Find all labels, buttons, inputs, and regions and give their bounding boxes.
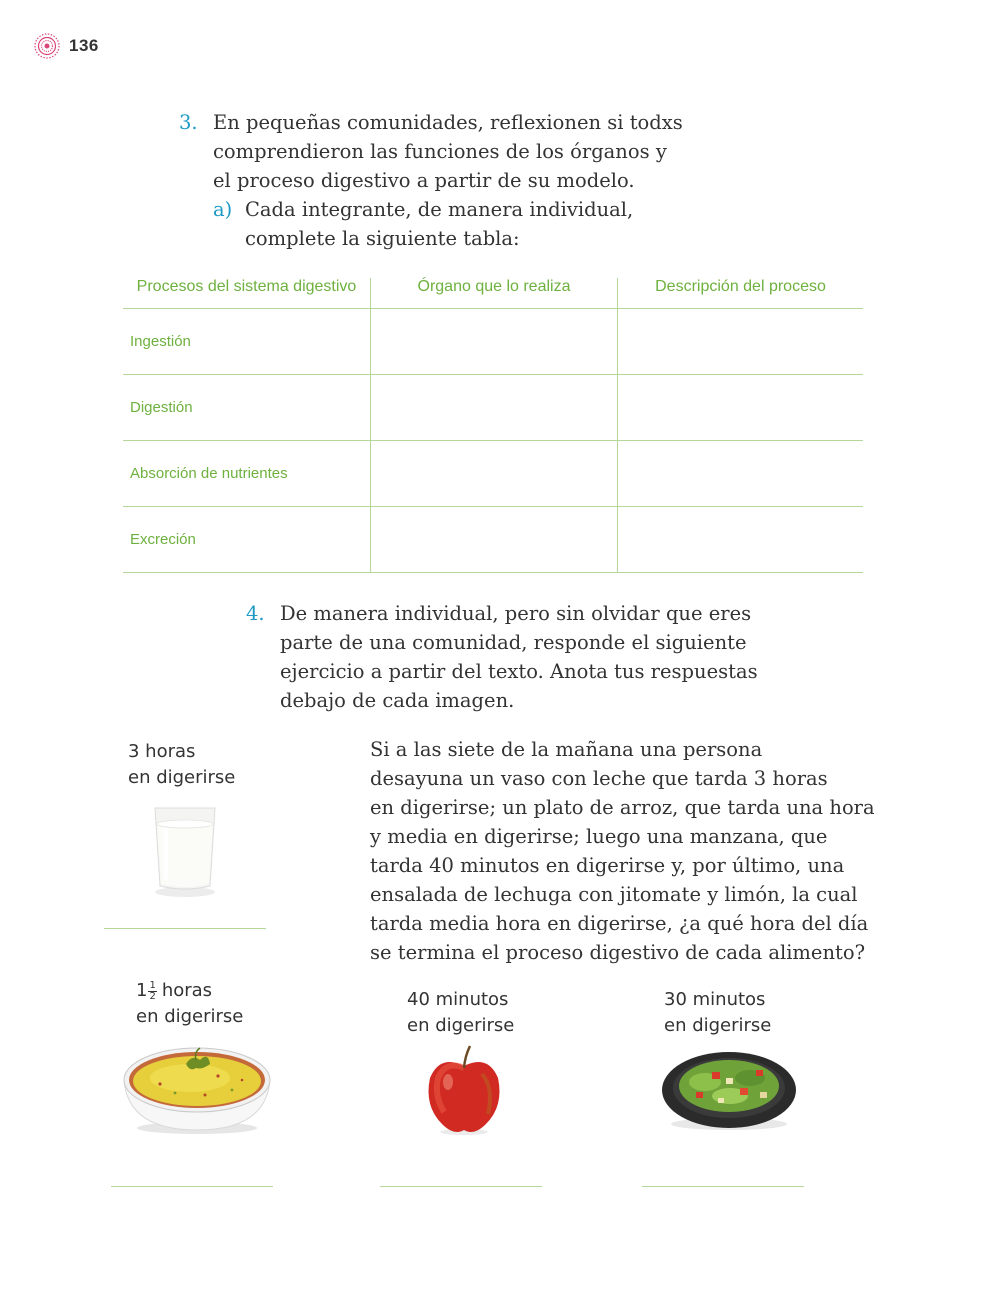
table-row	[123, 441, 863, 507]
apple-caption: en digerirse	[407, 1015, 515, 1036]
rice-answer-line[interactable]	[111, 1186, 273, 1187]
salad-answer-line[interactable]	[642, 1186, 804, 1187]
table-header-process: Procesos del sistema digestivo	[123, 278, 371, 309]
table-row-label: Excreción	[123, 507, 371, 573]
problem-line: se termina el proceso digestivo de cada alimento?	[370, 941, 866, 964]
table-row-label: Absorción de nutrientes	[123, 441, 371, 507]
milk-label	[128, 739, 235, 791]
description-answer-cell[interactable]	[618, 441, 864, 507]
table-row	[123, 309, 863, 375]
description-answer-cell[interactable]	[618, 375, 864, 441]
table-header-row	[123, 278, 863, 309]
rice-bowl-image	[120, 1038, 274, 1136]
salad-plate-image	[660, 1048, 798, 1132]
organ-answer-cell[interactable]	[371, 441, 618, 507]
question-3	[179, 108, 683, 253]
milk-time: 3 horas	[128, 741, 196, 762]
organ-answer-cell[interactable]	[371, 375, 618, 441]
question-text-line: ejercicio a partir del texto. Anota tus respuestas	[280, 660, 758, 683]
rice-fraction	[148, 981, 156, 1002]
problem-line: desayuna un vaso con leche que tarda 3 horas	[370, 767, 828, 790]
table-row-label: Digestión	[123, 375, 371, 441]
question-number: 4.	[246, 602, 265, 625]
apple-time: 40 minutos	[407, 989, 509, 1010]
page-number-text: 136	[69, 36, 99, 55]
salad-label	[664, 987, 771, 1039]
table-row-label: Ingestión	[123, 309, 371, 375]
problem-line: Si a las siete de la mañana una persona	[370, 738, 763, 761]
problem-line: en digerirse; un plato de arroz, que tarda una hora	[370, 796, 875, 819]
organ-answer-cell[interactable]	[371, 507, 618, 573]
salad-time: 30 minutos	[664, 989, 766, 1010]
rice-fraction-denominator: 2	[149, 990, 156, 1002]
question-text-line: debajo de cada imagen.	[280, 689, 515, 712]
digestive-process-table	[123, 278, 863, 573]
question-text-line: comprendieron las funciones de los órganos y	[213, 140, 667, 163]
question-text-line: el proceso digestivo a partir de su modelo.	[213, 169, 635, 192]
milk-answer-line[interactable]	[104, 928, 266, 929]
table-row	[123, 375, 863, 441]
rice-time-unit: horas	[161, 980, 213, 1001]
apple-label	[407, 987, 514, 1039]
subquestion-a	[213, 195, 683, 253]
rice-label	[136, 978, 243, 1030]
table-row	[123, 507, 863, 573]
ornament-icon	[33, 32, 61, 60]
rice-time-whole: 1	[136, 980, 148, 1001]
problem-line: tarda media hora en digerirse, ¿a qué hora del día	[370, 912, 869, 935]
apple-answer-line[interactable]	[380, 1186, 542, 1187]
question-text-line: parte de una comunidad, responde el siguiente	[280, 631, 747, 654]
subquestion-text-line: Cada integrante, de manera individual,	[245, 198, 634, 221]
problem-line: ensalada de lechuga con jitomate y limón, la cual	[370, 883, 858, 906]
rice-time	[136, 978, 243, 1004]
milk-caption: en digerirse	[128, 767, 236, 788]
description-answer-cell[interactable]	[618, 507, 864, 573]
question-number: 3.	[179, 111, 198, 134]
question-4	[246, 599, 758, 715]
subquestion-text-line: complete la siguiente tabla:	[245, 227, 520, 250]
problem-statement	[370, 735, 890, 967]
description-answer-cell[interactable]	[618, 309, 864, 375]
question-text-line: En pequeñas comunidades, reflexionen si todxs	[213, 111, 683, 134]
problem-line: tarda 40 minutos en digerirse y, por último, una	[370, 854, 845, 877]
rice-caption: en digerirse	[136, 1006, 244, 1027]
question-text-line: De manera individual, pero sin olvidar que eres	[280, 602, 752, 625]
rice-fraction-numerator: 1	[149, 979, 156, 991]
organ-answer-cell[interactable]	[371, 309, 618, 375]
table-header-organ: Órgano que lo realiza	[371, 278, 618, 309]
table-header-description: Descripción del proceso	[618, 278, 864, 309]
page-number	[33, 32, 99, 60]
milk-glass-image	[145, 802, 225, 900]
subquestion-letter: a)	[213, 198, 233, 221]
apple-image	[424, 1044, 504, 1136]
salad-caption: en digerirse	[664, 1015, 772, 1036]
problem-line: y media en digerirse; luego una manzana, que	[370, 825, 828, 848]
